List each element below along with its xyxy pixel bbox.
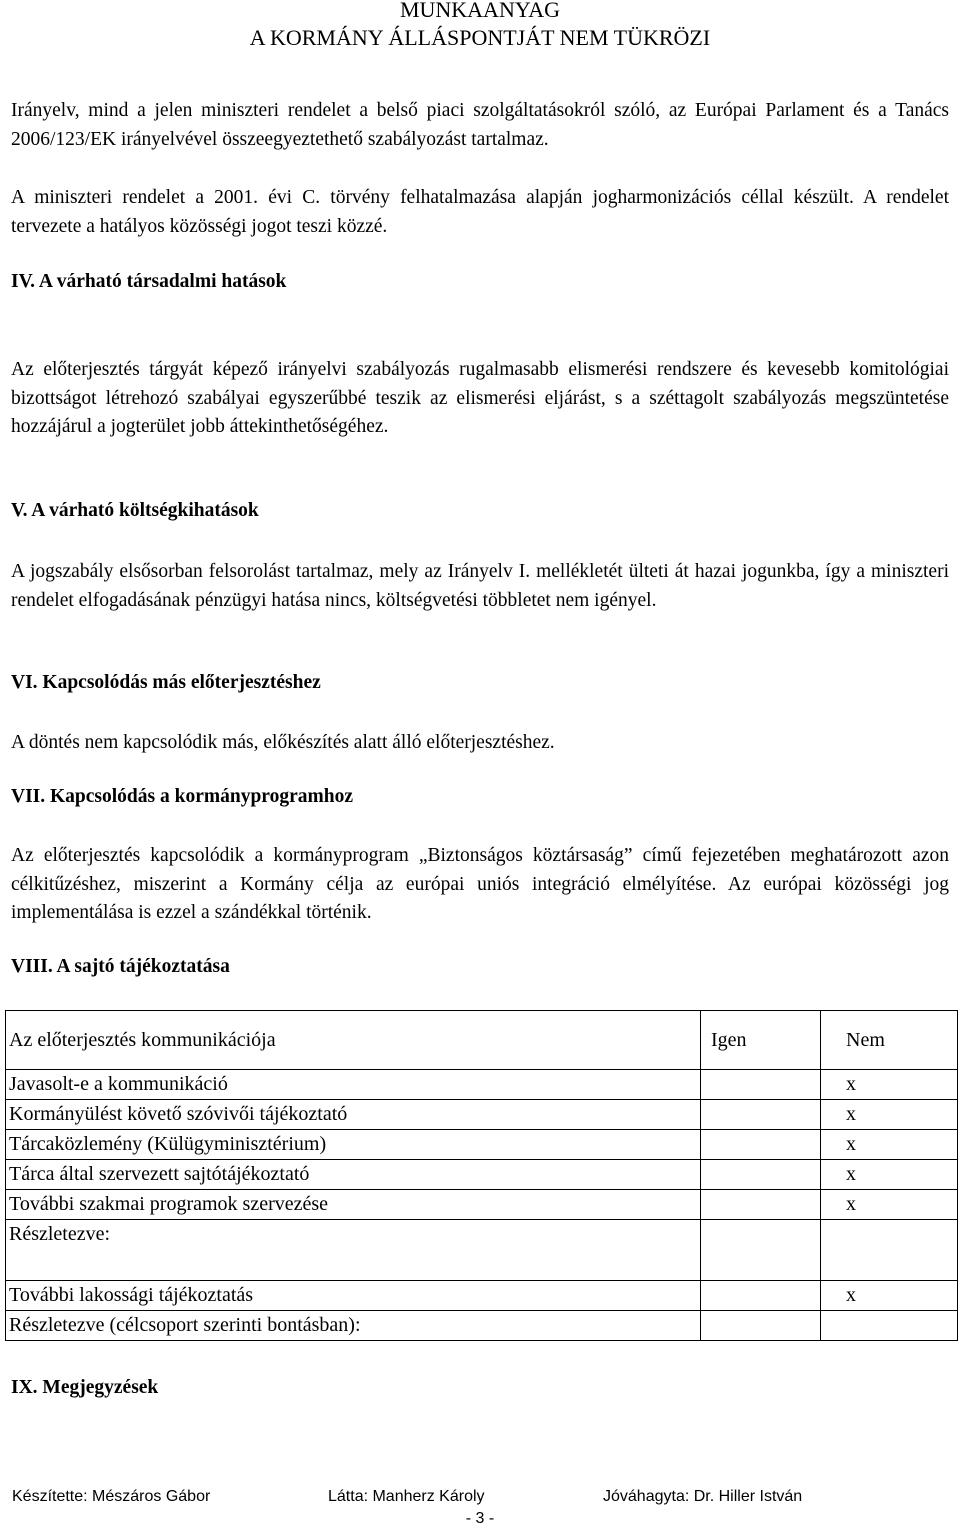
row-no: x — [821, 1070, 958, 1100]
table-row — [6, 1070, 958, 1100]
table-row — [6, 1190, 958, 1220]
table-row — [6, 1220, 958, 1281]
row-label: Részletezve (célcsoport szerinti bontásban): — [6, 1311, 701, 1341]
row-yes — [701, 1100, 821, 1130]
row-no — [821, 1220, 958, 1281]
table-row — [6, 1100, 958, 1130]
communication-table — [5, 1010, 958, 1341]
page-number: - 3 - — [465, 1510, 495, 1527]
row-no — [821, 1311, 958, 1341]
row-no: x — [821, 1130, 958, 1160]
header-yes: Igen — [701, 1011, 821, 1070]
row-yes — [701, 1130, 821, 1160]
footer-approved-by: Jóváhagyta: Dr. Hiller István — [603, 1488, 803, 1505]
section-iv-heading: IV. A várható társadalmi hatások — [11, 271, 287, 292]
row-no: x — [821, 1160, 958, 1190]
row-no: x — [821, 1100, 958, 1130]
row-no: x — [821, 1281, 958, 1311]
footer-prepared-by: Készítette: Mészáros Gábor — [12, 1488, 211, 1505]
row-no: x — [821, 1190, 958, 1220]
section-vi-heading: VI. Kapcsolódás más előterjesztéshez — [11, 672, 321, 693]
draft-banner-line-2: A KORMÁNY ÁLLÁSPONTJÁT NEM TÜKRÖZI — [249, 25, 711, 50]
table-row — [6, 1160, 958, 1190]
footer-seen-by: Látta: Manherz Károly — [328, 1488, 485, 1505]
row-yes — [701, 1220, 821, 1281]
table-row — [6, 1281, 958, 1311]
row-yes — [701, 1070, 821, 1100]
table-row — [6, 1311, 958, 1341]
row-yes — [701, 1281, 821, 1311]
header-label: Az előterjesztés kommunikációja — [6, 1011, 701, 1070]
table-header-row — [6, 1011, 958, 1070]
section-v-text: A jogszabály elsősorban felsorolást tartalmaz, mely az Irányelv I. mellékletét ülteti át hazai jogunkba, így a miniszteri rendelet elfogadásának pénzügyi hatása nincs, költségvetési többletet nem igényel. — [11, 561, 949, 611]
row-label: Tárca által szervezett sajtótájékoztató — [6, 1160, 701, 1190]
row-label: Tárcaközlemény (Külügyminisztérium) — [6, 1130, 701, 1160]
row-label: Részletezve: — [6, 1220, 701, 1281]
section-iv-text: Az előterjesztés tárgyát képező irányelvi szabályozás rugalmasabb elismerési rendszere és kevesebb komitológiai bizottságot létrehozó szabályai egyszerűbbé teszik az elismerési eljárást, s a széttagolt szabályozás megszüntetése hozzájárul a jogterület jobb áttekinthetőségéhez. — [11, 359, 949, 437]
row-label: Javasolt-e a kommunikáció — [6, 1070, 701, 1100]
row-yes — [701, 1160, 821, 1190]
section-vii-text: Az előterjesztés kapcsolódik a kormányprogram „Biztonságos köztársaság” című fejezetében meghatározott azon célkitűzéshez, miszerint a Kormány célja az európai uniós integráció elmélyítése. Az európai közösségi jog implementálása is ezzel a szándékkal történik. — [11, 845, 949, 923]
header-no: Nem — [821, 1011, 958, 1070]
section-v-heading: V. A várható költségkihatások — [11, 500, 259, 521]
row-yes — [701, 1190, 821, 1220]
section-ix-heading: IX. Megjegyzések — [11, 1377, 159, 1398]
row-yes — [701, 1311, 821, 1341]
row-label: További szakmai programok szervezése — [6, 1190, 701, 1220]
table-row — [6, 1130, 958, 1160]
section-viii-heading: VIII. A sajtó tájékoztatása — [11, 956, 230, 977]
section-vii-heading: VII. Kapcsolódás a kormányprogramhoz — [11, 786, 354, 807]
row-label: További lakossági tájékoztatás — [6, 1281, 701, 1311]
section-vi-text: A döntés nem kapcsolódik más, előkészítés alatt álló előterjesztéshez. — [11, 732, 555, 753]
draft-banner-line-1: MUNKAANYAG — [399, 0, 561, 22]
paragraph-directive: Irányelv, mind a jelen miniszteri rendelet a belső piaci szolgáltatásokról szóló, az Európai Parlament és a Tanács 2006/123/EK irányelvével összeegyeztethető szabályozást tartalmaz. — [11, 100, 949, 150]
paragraph-authorization: A miniszteri rendelet a 2001. évi C. törvény felhatalmazása alapján jogharmonizációs céllal készült. A rendelet tervezete a hatályos közösségi jogot teszi közzé. — [11, 187, 949, 237]
row-label: Kormányülést követő szóvivői tájékoztató — [6, 1100, 701, 1130]
